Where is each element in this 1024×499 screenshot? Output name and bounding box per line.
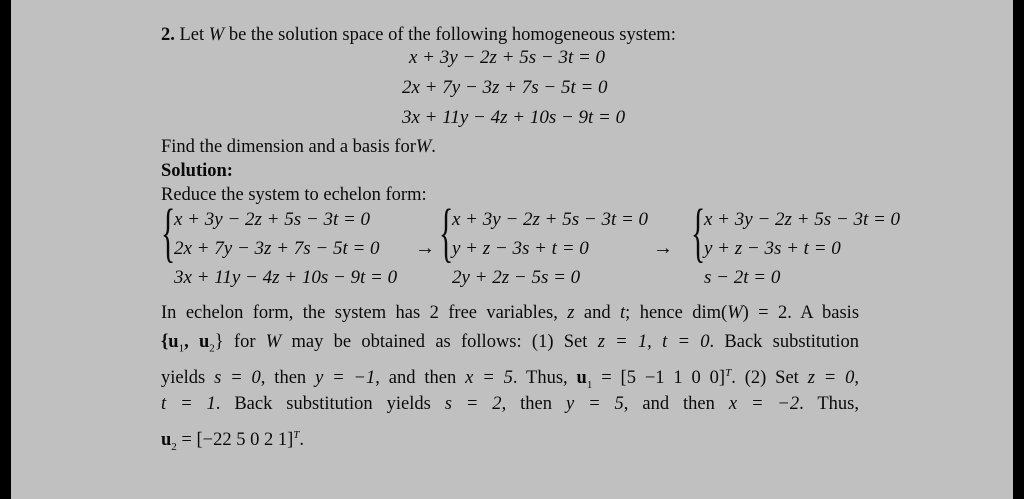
equation-2: 2x + 7y − 3z + 7s − 5t = 0 xyxy=(402,77,608,98)
paragraph-line-4: t = 1. Back substitution yields s = 2, then y = 5, and then x = −2. Thus, xyxy=(161,394,860,414)
paragraph-line-2: {$u_1$, $u_2$} for W may be obtained as follows: (1) Set z = 1, t = 0. Back substitution xyxy=(161,332,860,355)
system2-eq1: x + 3y − 2z + 5s − 3t = 0 xyxy=(452,209,649,230)
system3-eq1: x + 3y − 2z + 5s − 3t = 0 xyxy=(704,209,901,230)
system1-eq2: 2x + 7y − 3z + 7s − 5t = 0 xyxy=(174,238,380,259)
paragraph-line-3: yields s = 0, then y = −1, and then x = 5. Thus, $u_1 = [5 -1$ 1 0 0]$^T$. (2) Set z = 0, xyxy=(161,367,860,391)
system2-eq3: 2y + 2z − 5s = 0 xyxy=(452,267,581,288)
brace-icon: { xyxy=(161,196,176,269)
system1-eq3: 3x + 11y − 4z + 10s − 9t = 0 xyxy=(174,267,398,288)
brace-icon: { xyxy=(691,196,706,269)
problem-statement: 2. Let W be the solution space of the following homogeneous system: xyxy=(161,25,676,45)
solution-intro: Reduce the system to echelon form: xyxy=(161,185,427,205)
equation-1: x + 3y − 2z + 5s − 3t = 0 xyxy=(409,47,606,68)
question-text: Find the dimension and a basis forW. xyxy=(161,137,436,157)
brace-icon: { xyxy=(439,196,454,269)
problem-number: 2. xyxy=(161,25,175,45)
solution-heading: Solution: xyxy=(161,161,233,181)
system3-eq2: y + z − 3s + t = 0 xyxy=(704,238,841,259)
equation-3: 3x + 11y − 4z + 10s − 9t = 0 xyxy=(402,107,626,128)
document-page xyxy=(11,0,1013,499)
paragraph-line-5: $u_2 = [-22$ 5 0 2 1]$^T$. xyxy=(161,429,304,453)
system2-eq2: y + z − 3s + t = 0 xyxy=(452,238,589,259)
arrow-right-icon: → xyxy=(415,237,435,259)
paragraph-line-1: In echelon form, the system has 2 free variables, z and t; hence dim(W) = 2. A basis xyxy=(161,303,860,323)
system1-eq1: x + 3y − 2z + 5s − 3t = 0 xyxy=(174,209,371,230)
system3-eq3: s − 2t = 0 xyxy=(704,267,781,288)
arrow-right-icon: → xyxy=(653,237,673,259)
